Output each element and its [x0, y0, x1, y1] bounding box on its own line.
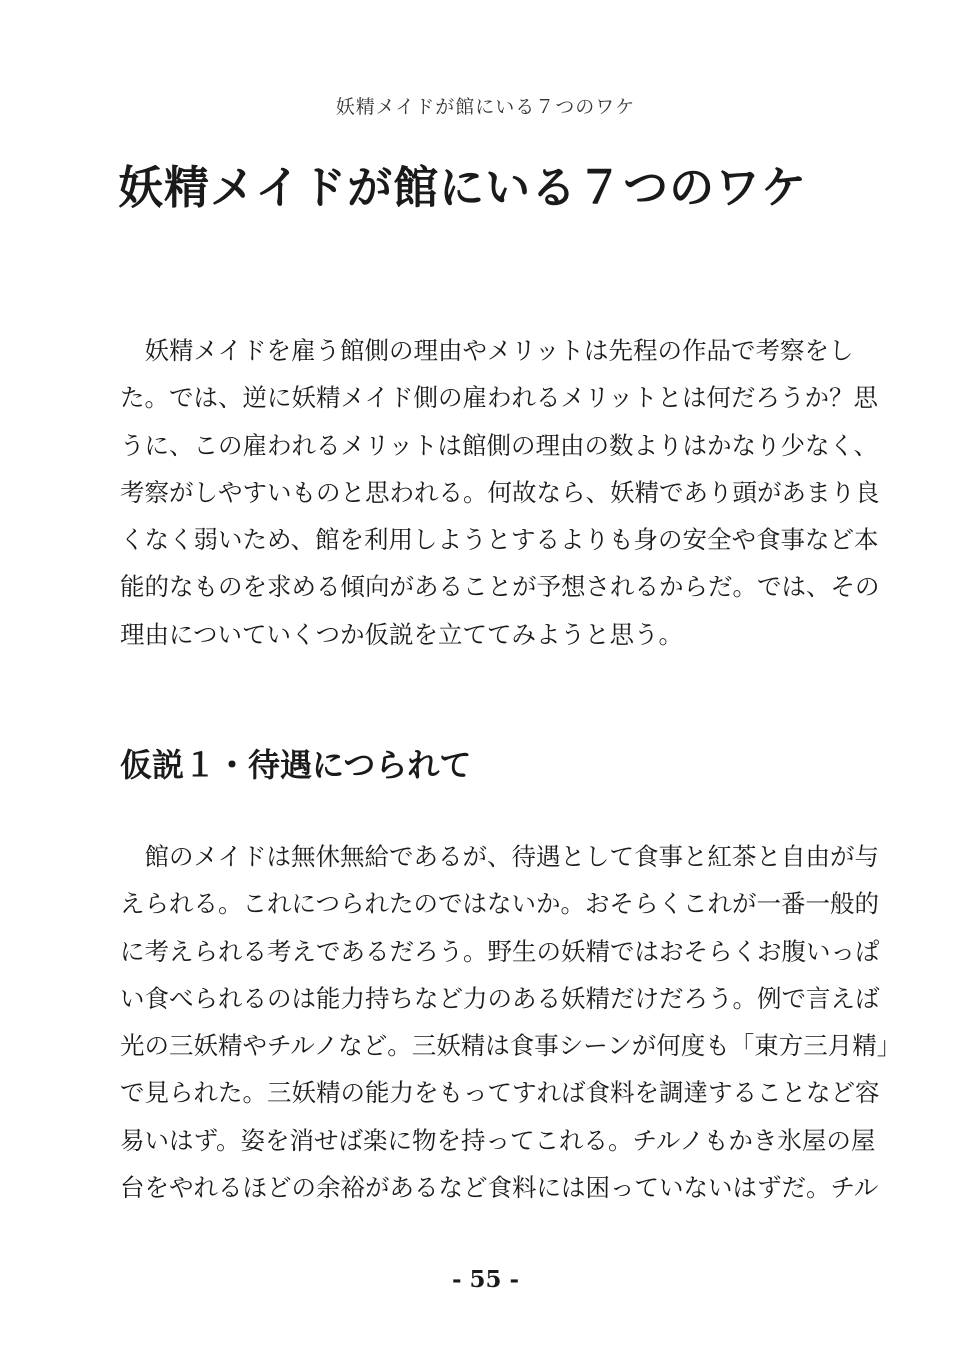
paragraph-line: 館のメイドは無休無給であるが、待遇として食事と紅茶と自由が与	[120, 842, 880, 871]
page-number: - 55 -	[451, 1266, 520, 1293]
paragraph-line: 考察がしやすいものと思われる。何故なら、妖精であり頭があまり良	[120, 477, 880, 507]
paragraph-line: に考えられる考えであるだろう。野生の妖精ではおそらくお腹いっぱ	[120, 936, 880, 966]
paragraph-line: 妖精メイドを雇う館側の理由やメリットは先程の作品で考察をし	[120, 336, 854, 365]
paragraph-line: 光の三妖精やチルノなど。三妖精は食事シーンが何度も「東方三月精」	[120, 1031, 902, 1061]
paragraph-line: えられる。これにつられたのではないか。おそらくこれが一番一般的	[120, 889, 880, 919]
paragraph-line: た。では、逆に妖精メイド側の雇われるメリットとは何だろうか？思	[120, 383, 879, 413]
paragraph-line: で見られた。三妖精の能力をもってすれば食料を調達することなど容	[120, 1078, 880, 1108]
section-paragraph	[120, 833, 902, 1211]
section-heading: 仮説１・待遇につられて	[120, 746, 472, 784]
paragraph-line: 易いはず。姿を消せば楽に物を持ってこれる。チルノもかき氷屋の屋	[120, 1125, 876, 1155]
paragraph-line: くなく弱いため、館を利用しようとするよりも身の安全や食事など本	[120, 525, 879, 555]
paragraph-line: 理由についていくつか仮説を立ててみようと思う。	[120, 619, 684, 649]
page-title: 妖精メイドが館にいる７つのワケ	[118, 161, 808, 214]
running-header: 妖精メイドが館にいる７つのワケ	[335, 96, 636, 118]
paragraph-line: 台をやれるほどの余裕があるなど食料には困っていないはずだ。チル	[120, 1173, 879, 1203]
intro-paragraph	[120, 327, 880, 658]
paragraph-line: うに、この雇われるメリットは館側の理由の数よりはかなり少なく、	[120, 430, 879, 460]
paragraph-line: 能的なものを求める傾向があることが予想されるからだ。では、その	[120, 572, 880, 602]
paragraph-line: い食べられるのは能力持ちなど力のある妖精だけだろう。例で言えば	[120, 983, 880, 1013]
